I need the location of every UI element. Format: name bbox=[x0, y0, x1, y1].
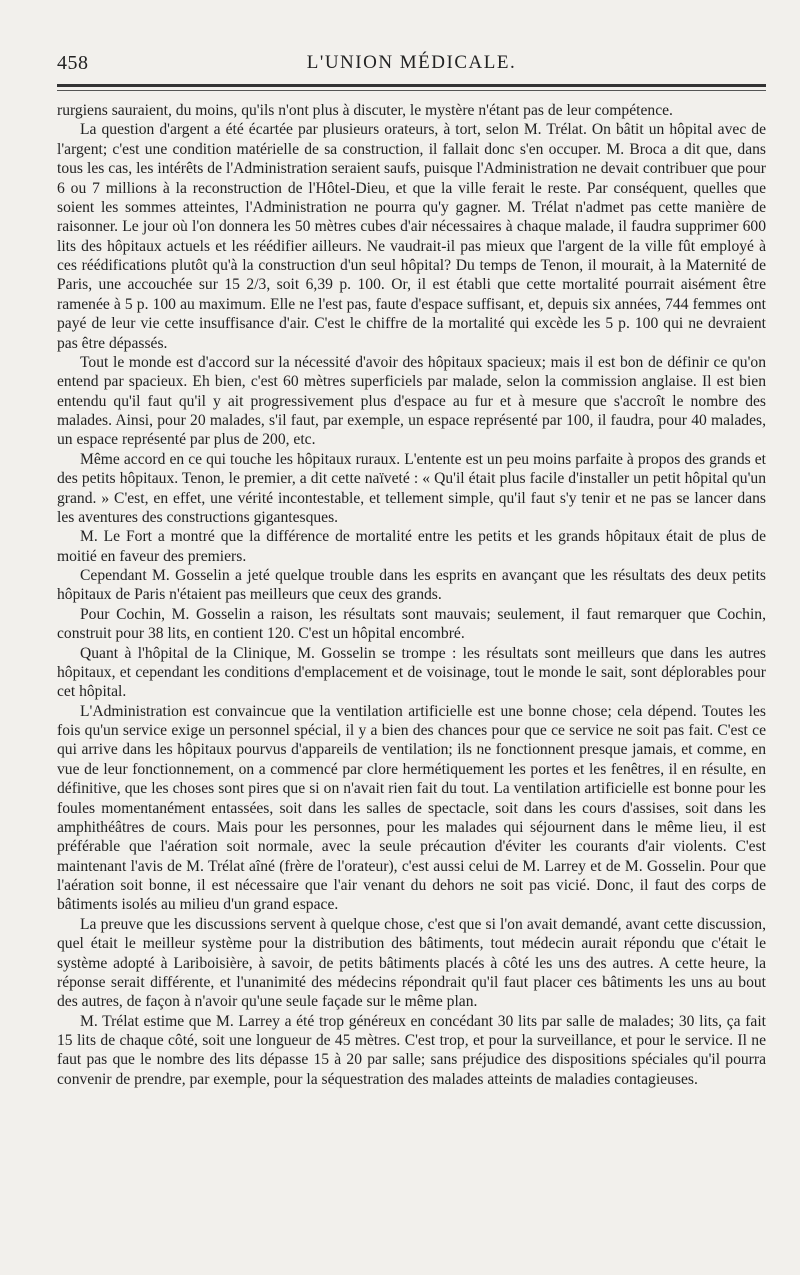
paragraph: La preuve que les discussions servent à quelque chose, c'est que si l'on avait demandé, avant cette discussion, quel était le meilleur système pour la distribution des bâtiments, tout médecin aurait répondu que c'était le système adopté à Lariboisière, à savoir, de petits bâtiments placés à côté les uns des autres. A cette heure, la réponse serait différente, et l'unanimité des médecins répondrait qu'il faut placer ces bâtiments les uns au bout des autres, de façon à n'avoir qu'une seule façade sur le même plan. bbox=[57, 915, 766, 1011]
paragraph: Cependant M. Gosselin a jeté quelque trouble dans les esprits en avançant que les résultats des deux petits hôpitaux de Paris n'étaient pas meilleurs que ceux des grands. bbox=[57, 567, 766, 604]
paragraph: Pour Cochin, M. Gosselin a raison, les résultats sont mauvais; seulement, il faut remarquer que Cochin, construit pour 38 lits, en contient 120. C'est un hôpital encombré. bbox=[57, 605, 766, 643]
paragraph: La question d'argent a été écartée par plusieurs orateurs, à tort, selon M. Trélat. On bâtit un hôpital avec de l'argent; c'est une condition matérielle de sa construction, il fallait donc s'en occuper. M. Broca a dit que, dans tous les cas, les intérêts de l'Administration seraient saufs, puisque l'Administration ne devait contribuer que pour 6 ou 7 millions à la reconstruction de l'Hôtel-Dieu, et que la ville ferait le reste. Par conséquent, quelles que soient les sommes atteintes, l'Administration ne pourra qu'y gagner. M. Trélat n'admet pas cette manière de raisonner. Le jour où l'on donnera les 50 mètres cubes d'air nécessaires à chaque malade, il faudra supprimer 600 lits des hôpitaux actuels et les réédifier ailleurs. Ne vaudrait-il pas mieux que l'argent de la ville fût employé à ces réédifications plutôt qu'à la construction d'un seul hôpital? Du temps de Tenon, il mourait, à la Maternité de Paris, une accouchée sur 15 2/3, soit 6,39 p. 100. Or, il est établi que cette mortalité pourrait aisément être ramenée à 5 p. 100 au maximum. Elle ne l'est pas, faute d'espace suffisant, et, depuis six années, 744 femmes ont payé de leur vie cette insuffisance d'air. C'est le chiffre de la mortalité qui excède les 5 p. 100 qui ne devraient pas être dépassés. bbox=[57, 121, 766, 352]
paragraph: M. Le Fort a montré que la différence de mortalité entre les petits et les grands hôpitaux était de plus de moitié en faveur des premiers. bbox=[57, 528, 766, 565]
page-header bbox=[57, 50, 766, 78]
paragraph: Même accord en ce qui touche les hôpitaux ruraux. L'entente est un peu moins parfaite à propos des grands et des petits hôpitaux. Tenon, le premier, a dit cette naïveté : « Qu'il était plus facile d'installer un petit hôpital qu'un grand. » C'est, en effet, une vérité incontestable, et tellement simple, qu'il faut s'y tenir et ne pas se lancer dans les aventures des constructions gigantesques. bbox=[57, 450, 766, 526]
paragraph: L'Administration est convaincue que la ventilation artificielle est une bonne chose; cela dépend. Toutes les fois qu'un service exige un personnel spécial, il y a bien des chances pour que ce service ne soit pas fait. C'est ce qui arrive dans les hôpitaux pourvus d'appareils de ventilation; ils ne fonctionnent presque jamais, et comme, en vue de leur fonctionnement, on a commencé par clore hermétiquement les portes et les fenêtres, il en résulte, en définitive, que les choses sont pires que si on n'avait rien fait du tout. La ventilation artificielle est bonne pour les foules momentanément entassées, soit dans les salles de spectacle, soit dans les cours d'assises, soit dans les amphithéâtres de cours. Mais pour les personnes, pour les malades qui séjournent dans le même lieu, il est préférable que l'aération soit normale, avec la seule précaution d'éviter les courants d'air violents. C'est maintenant l'avis de M. Trélat aîné (frère de l'orateur), c'est aussi celui de M. Larrey et de M. Gosselin. Pour que l'aération soit bonne, il est nécessaire que l'air venant du dehors ne soit pas vicié. Donc, il faut des corps de bâtiments isolés au milieu d'un grand espace. bbox=[57, 702, 766, 914]
header-rule-thick bbox=[57, 84, 766, 87]
header-rule-thin bbox=[57, 90, 766, 91]
running-title: L'UNION MÉDICALE. bbox=[306, 52, 517, 73]
paragraph: M. Trélat estime que M. Larrey a été trop généreux en concédant 30 lits par salle de malades; 30 lits, ça fait 15 lits de chaque côté, soit une longueur de 45 mètres. C'est trop, et pour la surveillance, et pour le service. Il ne faut pas que le nombre des lits dépasse 15 à 20 par salle; sans préjudice des dispositions spéciales qu'il pourra convenir de prendre, par exemple, pour la séquestration des malades atteints de maladies contagieuses. bbox=[57, 1012, 766, 1088]
article-body bbox=[57, 101, 766, 1089]
paragraph: Tout le monde est d'accord sur la nécessité d'avoir des hôpitaux spacieux; mais il est bon de définir ce qu'on entend par spacieux. Eh bien, c'est 60 mètres superficiels par malade, selon la commission anglaise. Il est bien entendu qu'il faut qu'il y ait progressivement plus d'espace au fur et à mesure que s'accroît le nombre des malades. Ainsi, pour 20 malades, s'il faut, par exemple, un espace représenté par 100, il faudra, pour 40 malades, un espace représenté par plus de 200, etc. bbox=[57, 353, 766, 449]
page-number: 458 bbox=[57, 52, 89, 74]
paragraph: rurgiens sauraient, du moins, qu'ils n'ont plus à discuter, le mystère n'étant pas de leur compétence. bbox=[57, 102, 673, 119]
paragraph: Quant à l'hôpital de la Clinique, M. Gosselin se trompe : les résultats sont meilleurs que dans les autres hôpitaux, et cependant les conditions d'emplacement et de voisinage, tout le monde le sait, sont déplorables pour cet hôpital. bbox=[57, 644, 766, 701]
